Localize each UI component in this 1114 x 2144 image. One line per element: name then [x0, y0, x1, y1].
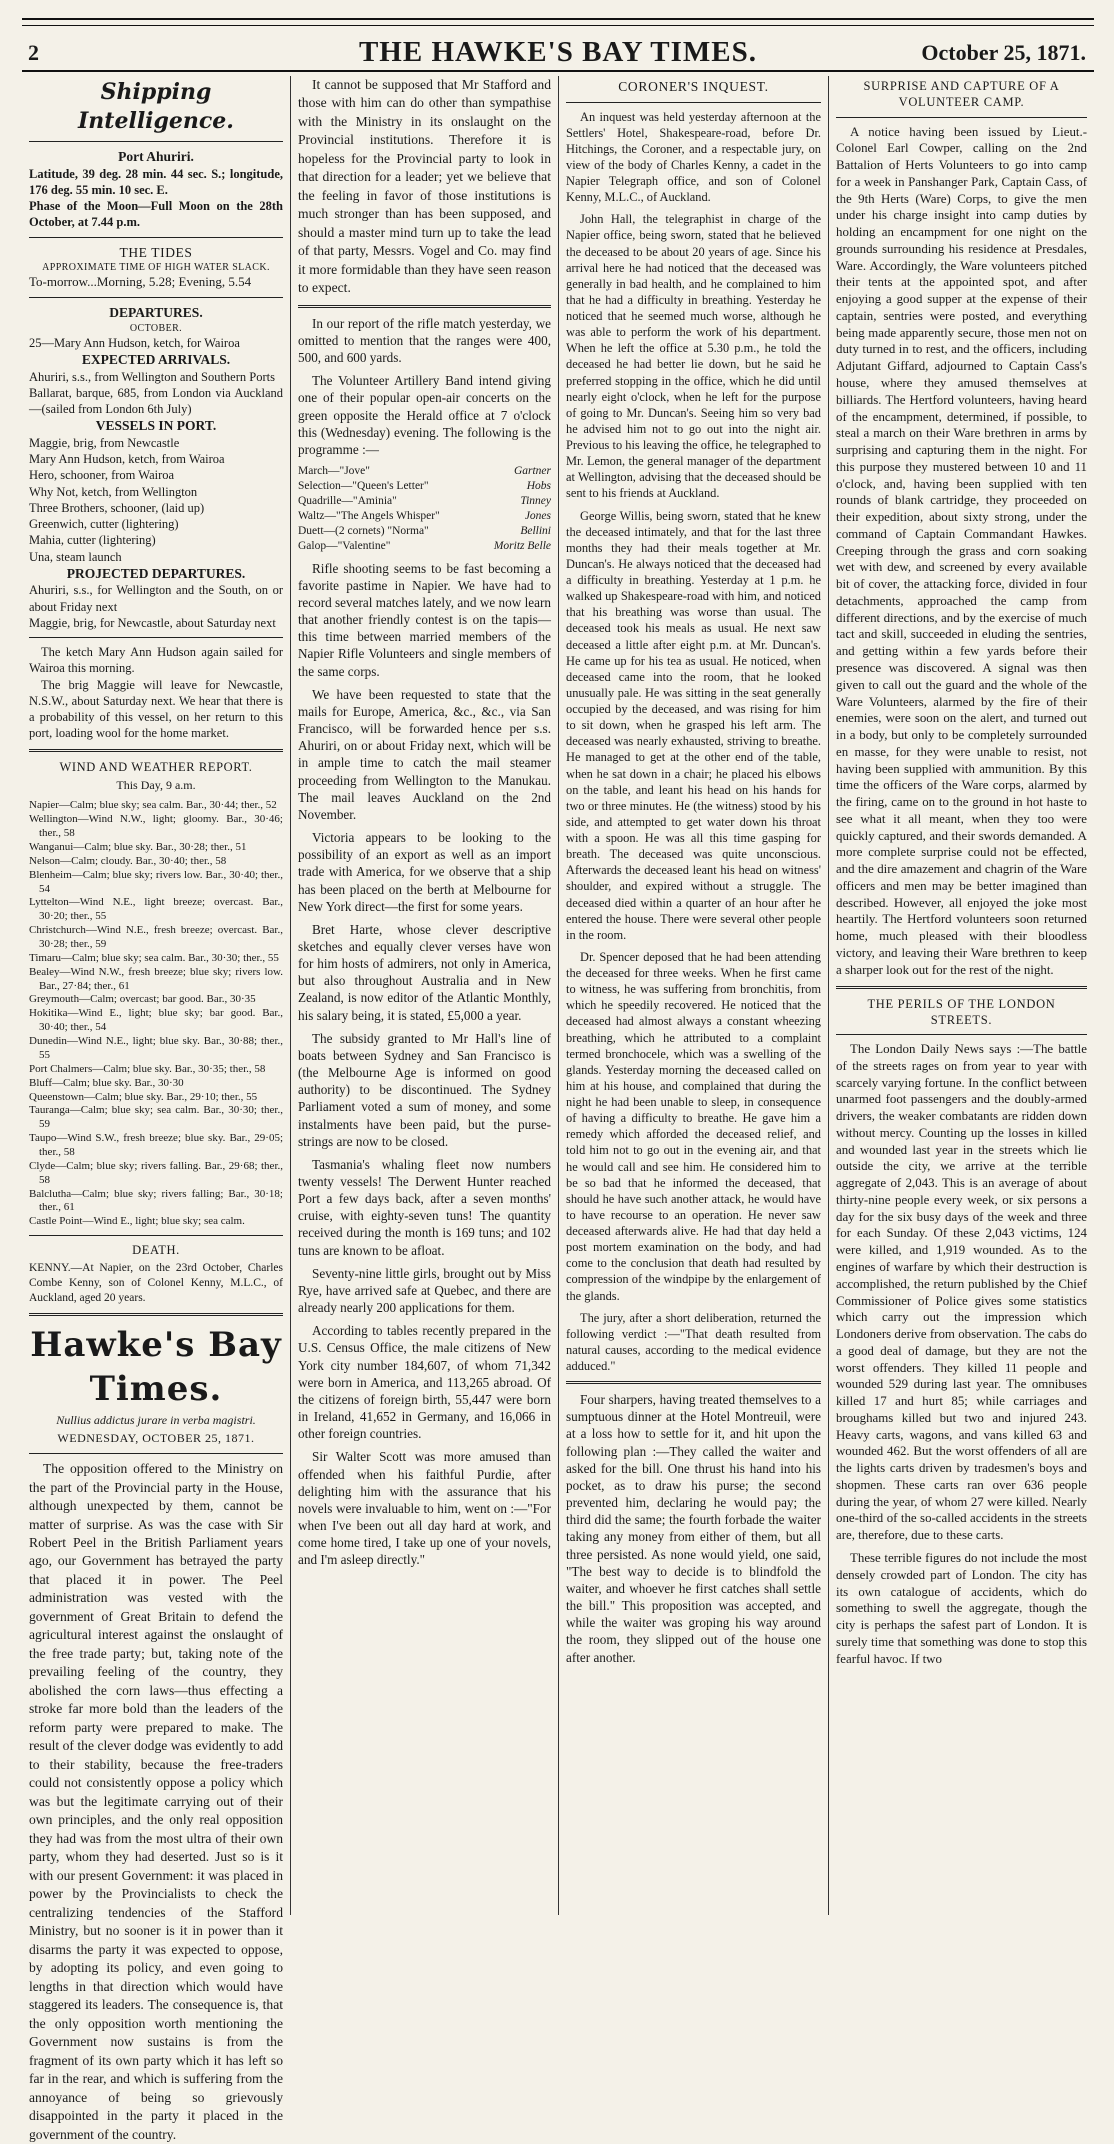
death-notice: KENNY.—At Napier, on the 23rd October, Charles Combe Kenny, son of Colonel Kenny, M.L.C., of Auckland, aged 20 years. [29, 1262, 283, 1304]
inquest-paragraph: An inquest was held yesterday afternoon at the Settlers' Hotel, Shakespeare-road, before Dr. Hitchings, the Coroner, and a respectable jury, on view of the body of Charles Kenny, a cadet in the Napier Telegraph office, and son of Colonel Kenny, M.L.C., of Auckland. [566, 109, 821, 205]
news-paragraph: Tasmania's whaling fleet now numbers twenty vessels! The Derwent Hunter reached Port a few days back, after a seven months' cruise, with eighty-seven tuns! The quantity received during the month is 169 tuns; and 102 tuns are known to be afloat. [298, 1156, 551, 1258]
projected-title: PROJECTED DEPARTURES. [66, 565, 246, 581]
weather-line: Port Chalmers—Calm; blue sky. Bar., 30·35; ther., 58 [29, 1062, 266, 1075]
vessel-item: Hero, schooner, from Wairoa [29, 468, 175, 483]
weather-line: Bealey—Wind N.W., fresh breeze; blue sky; rivers low. Bar., 27·84; ther., 61 [29, 965, 283, 992]
weather-line: Taupo—Wind S.W., fresh breeze; blue sky. Bar., 29·05; ther., 58 [29, 1132, 283, 1158]
camp-paragraph: A notice having been issued by Lieut.-Colonel Earl Cowper, calling on the 2nd Battalion of Herts Volunteers to go into camp for a week in Panshanger Park, Captain Cass, of the 9th Herts (Ware) Corps, to give the men under his charge insight into camp duties by holding an encampment for one night on the grounds surrounding his residence at Presdales, Ware. Accordingly, the Ware volunteers pitched their tents at the appointed spot, and after enjoying a good supper at the expense of their captain, sentries were posted, and everything being made apparently secure, those men not on duty turned in to rest, and the officers, including Adjutant Giffard, adjourned to Captain Cass's house, where they amused themselves at billiards. The Hertford volunteers, having heard of the encampment, determined, if possible, to steal a march on their Ware brethren in arms by surprising and capturing them in the night. For this purpose they mustered between 10 and 11 o'clock, and, having been supplied with ten rounds of blank cartridge, they proceeded on their expedition, about sixty strong, under the command of Captain Commandant Hawkes. Creeping through the grass and corn soaking wet with dew, and screened by every available bit of cover, the attacking force, divided in four detachments, approached the camp from different directions, and by the exercise of much tact and skill, succeeded in eluding the sentries, and getting within a few yards before their presence was discovered. A signal was then given to call out the guard and the whole of the Ware Volunteers, alarmed by the fire of their enemies, were soon on the alert, and turned out in a body, but only to be completely surrounded en masse, for they were unable to resist, not having been supplied with ammunition. By this time the officers of the Ware corps, alarmed by the firing, came on to the ground in hot haste to see what it all meant, when they too were quickly captured, and their swords demanded. A more complete surprise could not be effected, and the dire amazement and chagrin of the Ware officers and men may be better imagined than described. However, all enjoyed the joke most heartily. The Hertford volunteers soon returned home, much pleased with their bloodless victory, and leaving their Ware brethren to keep a sharper look out for the rest of the night. [836, 124, 1087, 977]
departures: 25—Mary Ann Hudson, ketch, for Wairoa [29, 335, 240, 350]
weather-line: Blenheim—Calm; blue sky; rivers low. Bar., 30·40; ther., 54 [29, 868, 283, 895]
news-paragraph: According to tables recently prepared in the U.S. Census Office, the male citizens of New York city number 184,607, of whom 71,342 were born in America, and 113,265 abroad. Of the citizens of foreign birth, 55,447 were born in Ireland, 41,652 in Germany, and 16,066 in other foreign countries. [298, 1323, 551, 1442]
column-1 [22, 76, 290, 2142]
port-name: Port Ahuriri. [118, 149, 194, 165]
header-rule [22, 18, 1094, 26]
news-paragraph: The Volunteer Artillery Band intend giving one of their popular open-air concerts on the green opposite the Herald office at 7 o'clock this (Wednesday) evening. The following is the programme :— [298, 373, 551, 457]
weather-line: Balclutha—Calm; blue sky; rivers falling; Bar., 30·18; ther., 61 [29, 1187, 283, 1214]
news-paragraph: Bret Harte, whose clever descriptive sketches and equally clever verses have won for him hosts of admirers, not only in America, but also throughout Australia and in New Zealand, is now editor of the Atlantic Monthly, his salary being, it is stated, £5,000 a year. [298, 921, 551, 1023]
inquest-title: CORONER'S INQUEST. [618, 79, 769, 94]
header-rule-bottom [22, 70, 1094, 72]
page-header [22, 16, 1094, 66]
expected-item: Ahuriri, s.s., from Wellington and Southern Ports [29, 369, 275, 384]
perils-paragraph: The London Daily News says :—The battle of the streets rages on from year to year with scarcely varying fortune. In the conflict between unarmed foot passengers and the doubly-armed drivers, the weaker combatants are ridden down without mercy. Counting up the losses in killed and wounded last year in the streets which lie outside the city, we arrive at the terrible aggregate of 2,043. This is an average of about thirty-nine people every week, or six persons a day for the six busy days of the week and three for each Sunday. Of these 2,043 victims, 124 were killed, and 1,919 wounded. As to the engines of warfare by which their destruction is accomplished, the return published by the Chief Commissioner of Police gives some statistics which carry out the impression which Londoners derive from observation. The cabs do a good deal of damage, but they are not the worst offenders. They killed 11 people and wounded 529 during last year. The omnibuses killed 17 and hurt 85; while carriages and broughams killed but two and injured 243. Heavy carts, wagons, and vans killed 63 and wounded 462. But the worst offenders of all are the lights carts driven by tradesmen's boys and shopmen. These carts ran over 636 people during the year, of whom 27 were killed. Nearly one-third of the so-called accidents in the streets are, therefore, due to these carts. [836, 1042, 1087, 1543]
inquest-paragraph: John Hall, the telegraphist in charge of the Napier office, being sworn, stated that he believed the deceased to be about 20 years of age. Since his arrival here he had noticed that the deceased was generally in bad health, and he complained to him that he had a difficulty in breathing. Yesterday he noticed that he seemed much worse, although he was able to perform the work of his department. When he left the office at 5.30 p.m., he told the deceased he had better lie down, but he said he preferred stopping in the office, which he did until nearly eight o'clock, when he left for the purpose of going to Mr. Duncan's. Seeing him so very bad he advised him not to go out into the night air. Previous to his leaving the office, he telegraphed to Mr. Lemon, the general manager of the department at Wellington, advising that the deceased should be sent to his friends at Auckland. [566, 212, 821, 501]
vessel-item: Greenwich, cutter (lightering) [29, 517, 179, 532]
weather-line: Bluff—Calm; blue sky. Bar., 30·30 [29, 1076, 184, 1089]
vessel-item: Three Brothers, schooner, (laid up) [29, 500, 205, 515]
weather-line: Hokitika—Wind E., light; blue sky; bar good. Bar., 30·40; ther., 54 [29, 1007, 283, 1034]
leader-paragraph: The opposition offered to the Ministry on the part of the Provincial party in the House, although unexpected by them, cannot be matter of surprise. As was the case with Sir Robert Peel in the British Parliament years ago, our Government has betrayed the party that placed it in power. The Peel administration was vested with the government of Great Britain to defend the agricultural interest against the onslaught of the free trade party; but, taking note of the prevailing feeling of the country, they abolished the corn laws—thus effecting a stroke far more bold than the leaders of the reform party were prepared to make. The result of the clever dodge was evidently to add to their stability, because the free-traders could not consistently oppose a policy which was but the legitimate carrying out of their own principles, and the only real opposition they had was from the most ultra of their own party, whom they had deserted. Just so is it with our present Government: it was placed in power by the Provincialists to check the centralizing tendencies of the Stafford Ministry, but no sooner is it in power than it disarms the party it was expected to oppose, by adopting its policy, and even going to lengths in that direction which would have staggered its leaders. The consequence is, that the only opposition worth mentioning the Government now sustains is from the fragment of its own party which it has left so far in the rear, and which is suffering from the annoyance of being so grievously disappointed in the party it placed in the government of the country. [29, 1461, 283, 2142]
column-4 [828, 76, 1094, 1915]
motto: Nullius addictus jurare in verba magistri. [56, 1412, 256, 1427]
departures-month: OCTOBER. [129, 322, 183, 334]
camp-title: SURPRISE AND CAPTURE OF A VOLUNTEER CAMP. [863, 79, 1060, 110]
latitude: Latitude, 39 deg. 28 min. 44 sec. S.; longitude, 176 deg. 55 min. 10 sec. E. [29, 166, 283, 197]
projected-item: Ahuriri, s.s., for Wellington and the South, on or about Friday next [29, 583, 283, 614]
column-2 [290, 76, 558, 1915]
shipping-note: The brig Maggie will leave for Newcastle, N.S.W., about Saturday next. We hear that there is a probability of this vessel, on her return to this port, loading wool for the home market. [29, 677, 283, 741]
page-number: 2 [28, 40, 39, 65]
programme-row: Galop—"Valentine" Moritz Belle [298, 539, 551, 552]
weather-line: Tauranga—Calm; blue sky; sea calm. Bar., 30·30; ther., 59 [29, 1104, 283, 1131]
paper-title: Hawke's Bay Times. [30, 1324, 282, 1409]
news-paragraph: Victoria appears to be looking to the possibility of an export as well as an import trade with America, for we observe that a ship has been placed on the berth at Melbourne for New York direct—the first for some years. [298, 830, 551, 914]
inquest-paragraph: The jury, after a short deliberation, returned the following verdict :—"That death resulted from natural causes, according to the medical evidence adduced." [566, 1310, 821, 1374]
column-3 [558, 76, 828, 1915]
vessel-item: Mahia, cutter (lightering) [29, 533, 156, 548]
sharpers-paragraph: Four sharpers, having treated themselves to a sumptuous dinner at the Hotel Montreuil, were at a loss how to settle for it, and hit upon the following plan :—They called the waiter and asked for the bill. One thrust his hand into his pocket, as to draw his purse; the second prevented him, declaring he would pay; the third did the same; the fourth forbade the waiter taking any money from either of them, but all three persisted. As none would yield, one said, "The best way to decide is to blindfold the waiter, and whoever he first catches shall settle the bill." This proposition was accepted, and while the waiter was groping his way around the room, they slipped out of the house one after another. [566, 1392, 821, 1665]
tides-subtitle: APPROXIMATE TIME OF HIGH WATER SLACK. [42, 262, 270, 274]
weather-report [29, 799, 283, 1229]
weather-title: WIND AND WEATHER REPORT. [59, 759, 253, 774]
expected-title: EXPECTED ARRIVALS. [81, 351, 231, 367]
shipping-section [29, 148, 283, 741]
vessel-item: Mary Ann Hudson, ketch, from Wairoa [29, 452, 225, 467]
shipping-note: The ketch Mary Ann Hudson again sailed for Wairoa this morning. [29, 645, 283, 676]
perils-paragraph: These terrible figures do not include the most densely crowded part of London. The city has its own catalogue of accidents, which do something to swell the aggregate, though the city is perhaps the safest part of London. It is surely time that something was done to stop this fearful havoc. If two [836, 1551, 1087, 1666]
leader-paragraph: It cannot be supposed that Mr Stafford and those with him can do other than sympathise with the Ministry in its onslaught on the Provincial institutions. Therefore it is hopeless for the Provincial party to look in that direction for a leader; yet we believe that the feeling in favor of those institutions is much stronger than has been supposed, and should a master mind turn up to take the lead of that party, Messrs. Vogel and Co. may find it more formidable than they have seen reason to expect. [298, 77, 551, 296]
inquest-paragraph: George Willis, being sworn, stated that he knew the deceased intimately, and that for the last three months they had their meals together at Mr. Duncan's. He always noticed that the deceased had a difficulty in breathing. Yesterday at 1 p.m. he walked up Shakespeare-road with him, and noticed that his breathing was worse than usual. The deceased took his meals as usual. He next saw deceased a little after eight p.m. at Mr. Duncan's. He came up for his tea as usual. He noticed, when deceased came into the room, that he looked unusually pale. He was sitting in the seat generally occupied by the deceased, and was rising for him to sit down, when he grasped his left arm. The deceased was nearly exhausted, striving to breathe. He managed to get at the other end of the table, when he sat down in a chair; he placed his elbows on the table, and leant his head on his hands for two or three minutes. He (the witness) stood by his side, and attempted to get water down his throat with a spoon. He was all this time gasping for breath. The deceased was quite unconscious. Afterwards the deceased leant his head on witness' shoulder, and expired without a struggle. The deceased died within a quarter of an hour after he entered the house. There were several other people in the room. [566, 508, 821, 942]
news-paragraph: In our report of the rifle match yesterday, we omitted to mention that the ranges were 400, 500, and 600 yards. [298, 315, 551, 366]
tides: To-morrow...Morning, 5.28; Evening, 5.54 [29, 274, 252, 290]
inquest-paragraph: Dr. Spencer deposed that he had been attending the deceased for three weeks. When he first came to witness, he was suffering from bronchitis, from which he speedily recovered. He noticed that the deceased had almost always a constant wheezing breathing, which he attributed to a complaint termed bronchocele, which was a swelling of the glands. Yesterday morning the deceased called on him at his house, and complained that during the night he had been unable to sleep, in consequence of having a difficulty to breathe. He gave him a remedy which afforded the deceased relief, and told him not to go out in the evening air, and that he would call and see him. He considered him to be so bad that he informed the deceased, that should he have such another attack, he would have to have recourse to an operation. He never saw deceased afterwards alive. He had that day held a post mortem examination on the body, and had come to the conclusion that death had resulted by compression of the windpipe by the enlargement of the glands. [566, 949, 821, 1303]
programme-row: March—"Jove" Gartner [298, 465, 551, 478]
columns [22, 76, 1094, 2142]
weather-line: Clyde—Calm; blue sky; rivers falling. Bar., 29·68; ther., 58 [29, 1159, 283, 1186]
weather-line: Wanganui—Calm; blue sky. Bar., 30·28; ther., 51 [29, 841, 247, 854]
masthead: THE HAWKE'S BAY TIMES. [358, 36, 758, 68]
shipping-title: Shipping Intelligence. [78, 79, 234, 134]
programme-row: Waltz—"The Angels Whisper" Jones [298, 509, 551, 522]
vessel-item: Maggie, brig, from Newcastle [29, 435, 180, 450]
issue-date: October 25, 1871. [921, 40, 1086, 65]
weather-time: This Day, 9 a.m. [116, 777, 196, 792]
weather-line: Greymouth—Calm; overcast; bar good. Bar., 30·35 [29, 993, 256, 1006]
weather-line: Dunedin—Wind N.E., light; blue sky. Bar., 30·88; ther., 55 [29, 1035, 283, 1061]
weather-line: Napier—Calm; blue sky; sea calm. Bar., 30·44; ther., 52 [29, 799, 277, 812]
vessels-title: VESSELS IN PORT. [95, 418, 217, 434]
departures-title: DEPARTURES. [109, 305, 203, 321]
weather-line: Queenstown—Calm; blue sky. Bar., 29·10; ther., 55 [29, 1090, 258, 1103]
news-paragraph: Seventy-nine little girls, brought out by Miss Rye, have arrived safe at Quebec, and there are already nearly 200 applications for them. [298, 1265, 551, 1316]
weather-line: Christchurch—Wind N.E., fresh breeze; overcast. Bar., 30·28; ther., 59 [29, 924, 283, 951]
expected-item: Ballarat, barque, 685, from London via Auckland—(sailed from London 6th July) [29, 385, 283, 417]
news-paragraph: The subsidy granted to Mr Hall's line of boats between Sydney and San Francisco is (the Melbourne Age is informed on good authority) to be discontinued. The Sydney Parliament voted a sum of money, and some instalments have been paid, but the purse-strings are now to be closed. [298, 1030, 551, 1149]
concert-programme [298, 464, 551, 554]
weather-line: Nelson—Calm; cloudy. Bar., 30·40; ther., 58 [29, 854, 227, 867]
weather-line: Castle Point—Wind E., light; blue sky; sea calm. [29, 1215, 245, 1228]
news-paragraph: Rifle shooting seems to be fast becoming a favorite pastime in Napier. We have had to record several matches lately, and we now learn that another friendly contest is on the tapis—this time between married members of the Napier Rifle Volunteers and single members of the same corps. [298, 560, 551, 679]
programme-row: Quadrille—"Aminia" Tinney [298, 494, 551, 507]
programme-row: Duett—(2 cornets) "Norma" Bellini [298, 524, 551, 537]
programme-row: Selection—"Queen's Letter" Hobs [298, 480, 551, 492]
vessel-item: Una, steam launch [29, 549, 122, 564]
death-title: DEATH. [132, 1243, 180, 1258]
vessel-item: Why Not, ketch, from Wellington [29, 484, 198, 499]
news-paragraph: Sir Walter Scott was more amused than offended when his faithful Purdie, after delighting him with the assurance that his novels were invaluable to him, went on :—"For when I've been out all day hard at work, and come home tired, I take up one of your novels, and I'm asleep directly." [298, 1449, 551, 1568]
perils-title: THE PERILS OF THE LONDON STREETS. [867, 996, 1056, 1027]
moon-phase: Phase of the Moon—Full Moon on the 28th October, at 7.44 p.m. [29, 199, 283, 230]
weather-line: Wellington—Wind N.W., light; gloomy. Bar., 30·46; ther., 58 [29, 813, 283, 840]
news-paragraph: We have been requested to state that the mails for Europe, America, &c., &c., via San Francisco, will be forwarded hence per s.s. Ahuriri, on or about Friday next, which will be in ample time to catch the mail steamer proceeding from Wellington to the Manukau. The mail leaves Auckland on the 2nd November. [298, 686, 551, 822]
leader-date: WEDNESDAY, OCTOBER 25, 1871. [57, 1431, 255, 1446]
projected-item: Maggie, brig, for Newcastle, about Saturday next [29, 615, 276, 630]
weather-line: Lyttelton—Wind N.E., light breeze; overcast. Bar., 30·20; ther., 55 [29, 896, 283, 923]
tides-title: THE TIDES [119, 244, 193, 260]
weather-line: Timaru—Calm; blue sky; sea calm. Bar., 30·30; ther., 55 [29, 951, 279, 964]
